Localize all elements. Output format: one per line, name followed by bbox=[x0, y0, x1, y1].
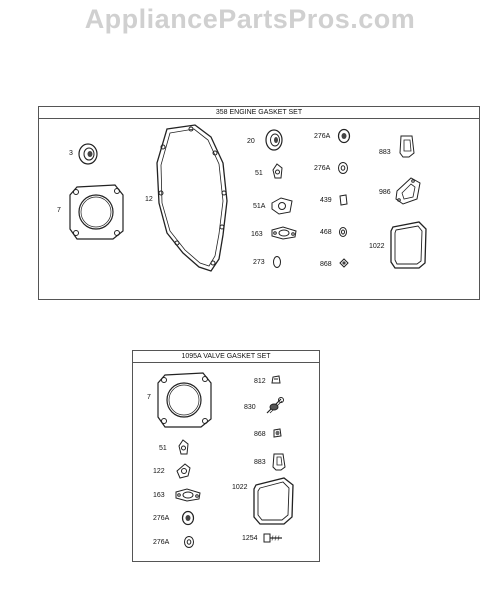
part-label-868: 868 bbox=[320, 261, 332, 268]
part-label-276a-top: 276A bbox=[314, 133, 331, 140]
cap-812-icon[interactable] bbox=[270, 374, 282, 386]
part-label-276a-upper: 276A bbox=[153, 515, 170, 522]
part-label-7: 7 bbox=[57, 207, 61, 214]
valve-gasket-set-panel bbox=[132, 350, 320, 562]
oil-seal-3-icon[interactable] bbox=[77, 143, 99, 165]
gasket-51-icon[interactable] bbox=[177, 438, 191, 456]
gasket-51a-icon[interactable] bbox=[269, 195, 295, 217]
part-label-20: 20 bbox=[247, 138, 255, 145]
washer-468-icon[interactable] bbox=[338, 226, 348, 238]
washer-276a-lower-icon[interactable] bbox=[183, 535, 195, 549]
part-label-7: 7 bbox=[147, 394, 151, 401]
gasket-51-icon[interactable] bbox=[271, 162, 285, 180]
engine-gasket-set-panel bbox=[38, 106, 480, 300]
panel-title: 1095A VALVE GASKET SET bbox=[133, 351, 319, 363]
part-label-986: 986 bbox=[379, 189, 391, 196]
part-label-51: 51 bbox=[159, 445, 167, 452]
part-label-276a-lower: 276A bbox=[153, 539, 170, 546]
panel-title: 358 ENGINE GASKET SET bbox=[39, 107, 479, 119]
part-label-3: 3 bbox=[69, 150, 73, 157]
gasket-883-icon[interactable] bbox=[271, 452, 287, 472]
part-label-883: 883 bbox=[379, 149, 391, 156]
part-label-812: 812 bbox=[254, 378, 266, 385]
washer-276a-second-icon[interactable] bbox=[337, 161, 349, 175]
gasket-163-icon[interactable] bbox=[269, 225, 299, 241]
washer-276a-upper-icon[interactable] bbox=[181, 510, 195, 526]
gasket-1022-icon[interactable] bbox=[251, 475, 297, 527]
part-label-273: 273 bbox=[253, 259, 265, 266]
part-label-51: 51 bbox=[255, 170, 263, 177]
gasket-1022-icon[interactable] bbox=[389, 219, 429, 271]
part-label-1254: 1254 bbox=[242, 535, 258, 542]
part-label-163: 163 bbox=[251, 231, 263, 238]
part-label-868: 868 bbox=[254, 431, 266, 438]
crankcase-gasket-12-icon[interactable] bbox=[153, 123, 233, 275]
gasket-273-icon[interactable] bbox=[272, 255, 282, 269]
part-label-883: 883 bbox=[254, 459, 266, 466]
part-label-439: 439 bbox=[320, 197, 332, 204]
part-label-163: 163 bbox=[153, 492, 165, 499]
gasket-986-icon[interactable] bbox=[393, 175, 423, 207]
head-gasket-7-icon[interactable] bbox=[155, 369, 215, 431]
head-gasket-7-icon[interactable] bbox=[67, 181, 127, 243]
plug-868-icon[interactable] bbox=[271, 427, 283, 439]
part-label-1022: 1022 bbox=[232, 484, 248, 491]
washer-276a-top-icon[interactable] bbox=[337, 128, 351, 144]
valve-seal-830-icon[interactable] bbox=[264, 395, 286, 417]
seal-439-icon[interactable] bbox=[337, 193, 349, 207]
part-label-12: 12 bbox=[145, 196, 153, 203]
screw-1254-icon[interactable] bbox=[262, 532, 284, 544]
oil-seal-20-icon[interactable] bbox=[264, 129, 284, 151]
part-label-276a-second: 276A bbox=[314, 165, 331, 172]
part-label-468: 468 bbox=[320, 229, 332, 236]
part-label-1022: 1022 bbox=[369, 243, 385, 250]
gasket-883-icon[interactable] bbox=[397, 133, 417, 159]
part-label-830: 830 bbox=[244, 404, 256, 411]
gasket-163-icon[interactable] bbox=[173, 487, 203, 503]
gasket-122-icon[interactable] bbox=[173, 461, 193, 481]
plug-868-icon[interactable] bbox=[338, 257, 350, 269]
part-label-122: 122 bbox=[153, 468, 165, 475]
part-label-51a: 51A bbox=[253, 203, 266, 210]
site-watermark: AppliancePartsPros.com bbox=[84, 4, 416, 34]
